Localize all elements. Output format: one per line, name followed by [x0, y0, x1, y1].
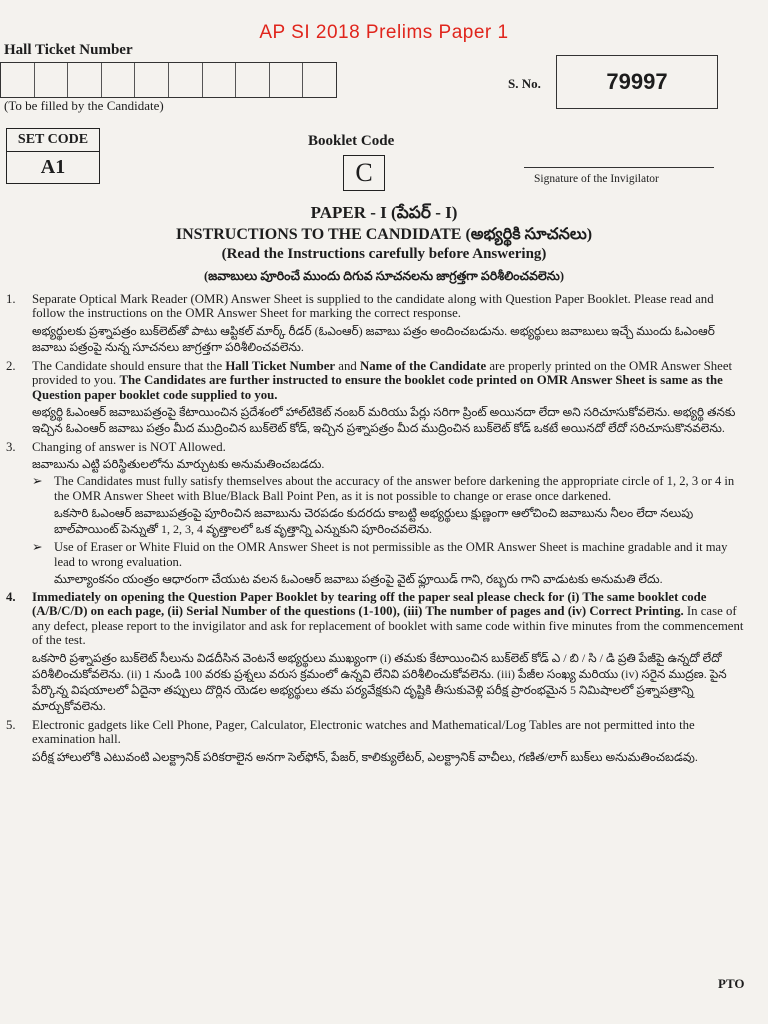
- instruction-text-part: are properly printed on the OMR Answer Sheet provided to you.: [32, 358, 733, 388]
- hall-ticket-digit-box: [102, 63, 136, 97]
- instruction-number: 2.: [6, 358, 16, 373]
- signature-label: Signature of the Invigilator: [534, 173, 659, 185]
- hall-ticket-digit-box: [68, 63, 102, 97]
- signature-line: [524, 167, 714, 168]
- instruction-item: [6, 440, 748, 454]
- instructions-title: INSTRUCTIONS TO THE CANDIDATE (అభ్యర్థికి సూచనలు): [175, 226, 593, 243]
- hall-ticket-label: Hall Ticket Number: [4, 42, 133, 58]
- instruction-text: Separate Optical Mark Reader (OMR) Answer Sheet is supplied to the candidate along with Question Paper Booklet. Please read and follow the instructions on the OMR Answer Sheet for marking the correct response.: [32, 292, 714, 321]
- instruction-text: [32, 359, 748, 402]
- instruction-number: 4.: [6, 590, 16, 605]
- instruction-text-bold: Hall Ticket Number: [225, 358, 336, 373]
- instruction-item: [6, 590, 748, 648]
- instruction-number: 3.: [6, 440, 16, 455]
- hall-ticket-digit-box: [169, 63, 203, 97]
- sub-instruction-telugu: మూల్యాంకనం యంత్రం ఆధారంగా చేయుట వలన ఓఎంఆర్ జవాబు పత్రంపై వైట్ ఫ్లూయిడ్ గాని, రబ్బరు గాని వాడుటకు అనుమతి లేదు.: [54, 572, 663, 587]
- instruction-text-bold: Name of the Candidate: [359, 358, 487, 373]
- instruction-text-bold: Immediately on opening the Question Paper Booklet by tearing off the paper seal please check for (i) The same booklet code (A/B/C/D) on each page, (ii) Serial Number of the questions (1-100), (iii) The number of pages and (iv) Correct Printing.: [32, 590, 707, 619]
- instruction-item: [6, 292, 748, 321]
- arrow-bullet-icon: ➢: [32, 473, 43, 489]
- serial-number-label: S. No.: [508, 76, 541, 91]
- instruction-telugu: జవాబును ఎట్టి పరిస్థితులలోను మార్చుటకు అనుమతించబడదు.: [32, 457, 325, 472]
- read-carefully-title: (Read the Instructions carefully before Answering): [221, 246, 547, 262]
- instruction-number: 1.: [6, 292, 16, 306]
- hall-ticket-note: (To be filled by the Candidate): [4, 98, 164, 113]
- instruction-text-part: In case of any defect, please report to the invigilator and ask for replacement of booklet with same code within five minutes from the commencement of the test.: [32, 604, 744, 648]
- hall-ticket-digit-box: [203, 63, 237, 97]
- set-code-box: [6, 128, 100, 184]
- sub-instruction-text: Use of Eraser or White Fluid on the OMR Answer Sheet is not permissible as the OMR Answer Sheet is machine gradable and it may lead to wrong evaluation.: [54, 540, 728, 569]
- hall-ticket-digit-box: [270, 63, 304, 97]
- instructions-list: [6, 292, 748, 769]
- hall-ticket-boxes: [0, 62, 337, 98]
- booklet-code-value: C: [343, 155, 385, 191]
- instruction-telugu: ఒకసారి ప్రశ్నాపత్రం బుక్‌లెట్ సీలును విడదీసిన వెంటనే అభ్యర్థులు ముఖ్యంగా (i) తమకు కేటాయించిన బుక్‌లెట్ కోడ్ ఎ / బి / సి / డి ప్రతి పేజీపై ఉన్నదో లేదో పరిశీలించుకోవలెను. (ii) 1 నుండి 100 వరకు ప్రశ్నలు వరుస క్రమంలో ఉన్నవి లేనివి పరిశీలించుకోవలెను. (iii) పేజీల సంఖ్య మరియు (iv) సరైన ముద్రణ. పైన పేర్కొన్న విషయాలలో ఏదైనా తప్పులు దొర్లిన యెడల అభ్యర్థులు తమ పర్యవేక్షకుని దృష్టికి తీసుకువెళ్లి పరీక్ష ప్రారంభమైన 5 నిమిషాలలో ప్రశ్నాపత్రాన్ని మార్చుకోవలెను.: [32, 650, 727, 713]
- hall-ticket-digit-box: [35, 63, 69, 97]
- hall-ticket-digit-box: [1, 63, 35, 97]
- instruction-item: [6, 718, 748, 747]
- paper-title: PAPER - I (పేపర్ - I): [310, 203, 458, 222]
- arrow-bullet-icon: ➢: [32, 539, 43, 555]
- hall-ticket-digit-box: [135, 63, 169, 97]
- set-code-label: SET CODE: [7, 129, 99, 152]
- sub-instruction: [32, 474, 748, 503]
- serial-number-value: 79997: [556, 55, 718, 109]
- instruction-text: Electronic gadgets like Cell Phone, Pager, Calculator, Electronic watches and Mathematical/Log Tables are not permitted into the examination hall.: [32, 717, 695, 747]
- hall-ticket-digit-box: [236, 63, 270, 97]
- instruction-telugu: పరీక్ష హాలులోకి ఎటువంటి ఎలక్ట్రానిక్ పరికరాలైన అనగా సెల్‌ఫోన్, పేజర్, కాలిక్యులేటర్, ఎలక్ట్రానిక్ వాచీలు, గణిత/లాగ్ బుక్‌లు అనుమతించబడవు.: [32, 749, 698, 764]
- pto-label: PTO: [718, 976, 745, 991]
- instruction-telugu: అభ్యర్థులకు ప్రశ్నాపత్రం బుక్‌లెట్‌తో పాటు ఆప్టికల్ మార్క్ రీడర్ (ఓఎంఆర్) జవాబు పత్రం అందించబడును. అభ్యర్థులు జవాబులు ఇచ్చే ముందు ఓఎంఆర్ జవాబు పత్రంపై నున్న సూచనలు జాగ్రత్తగా పరిశీలించవలెను.: [32, 323, 715, 354]
- instruction-number: 5.: [6, 717, 16, 732]
- set-code-value: A1: [40, 156, 66, 178]
- sub-instruction-text: The Candidates must fully satisfy themselves about the accuracy of the answer before darkening the appropriate circle of 1, 2, 3 or 4 in the OMR Answer Sheet with Blue/Black Ball Point Pen, as it is not possible to change or erase once darkened.: [54, 474, 735, 503]
- instruction-text: Changing of answer is NOT Allowed.: [32, 440, 226, 455]
- instruction-text-part: and: [335, 358, 360, 373]
- hall-ticket-digit-box: [303, 63, 336, 97]
- telugu-subtitle: (జవాబులు పూరించే ముందు దిగువ సూచనలను జాగ్రత్తగా పరిశీలించవలెను): [203, 269, 565, 283]
- instruction-text: [32, 590, 748, 648]
- instruction-text-part: The Candidate should ensure that the: [32, 358, 226, 373]
- instruction-item: [6, 359, 748, 402]
- instruction-telugu: అభ్యర్థి ఓఎంఆర్ జవాబుపత్రంపై కేటాయించిన ప్రదేశంలో హాల్‌టికెట్ నంబర్ మరియు పేర్లు సరిగా ప్రింట్ అయినదా లేదా అని సరిచూసుకోవలెను. అభ్యర్థి తనకు ఇచ్చిన ఓఎంఆర్ జవాబు పత్రం మీద ముద్రించిన బుక్‌లెట్ కోడ్, ఇచ్చిన ప్రశ్నాపత్రం మీద ముద్రించిన బుక్‌లెట్ కోడ్ ఒకటే అయినదో లేదో సరిచూసుకొనవలెను.: [32, 405, 736, 436]
- banner-title: AP SI 2018 Prelims Paper 1: [259, 22, 509, 43]
- booklet-code-label: Booklet Code: [308, 133, 395, 149]
- sub-instruction: [32, 540, 748, 569]
- instruction-text-bold: The Candidates are further instructed to ensure the booklet code printed on OMR Answer Sheet is same as the Question paper booklet code supplied to you.: [32, 373, 723, 402]
- sub-instruction-telugu: ఒకసారి ఓఎంఆర్ జవాబుపత్రంపై పూరించిన జవాబును చెరపడం కుదరదు కాబట్టి అభ్యర్థులు క్షుణ్ణంగా ఆలోచించి జవాబును నీలం లేదా నలుపు బాల్‌పాయింట్ పెన్నుతో 1, 2, 3, 4 వృత్తాలలో ఒక వృత్తాన్ని ఎన్నుకుని పూరించవలెను.: [54, 506, 694, 537]
